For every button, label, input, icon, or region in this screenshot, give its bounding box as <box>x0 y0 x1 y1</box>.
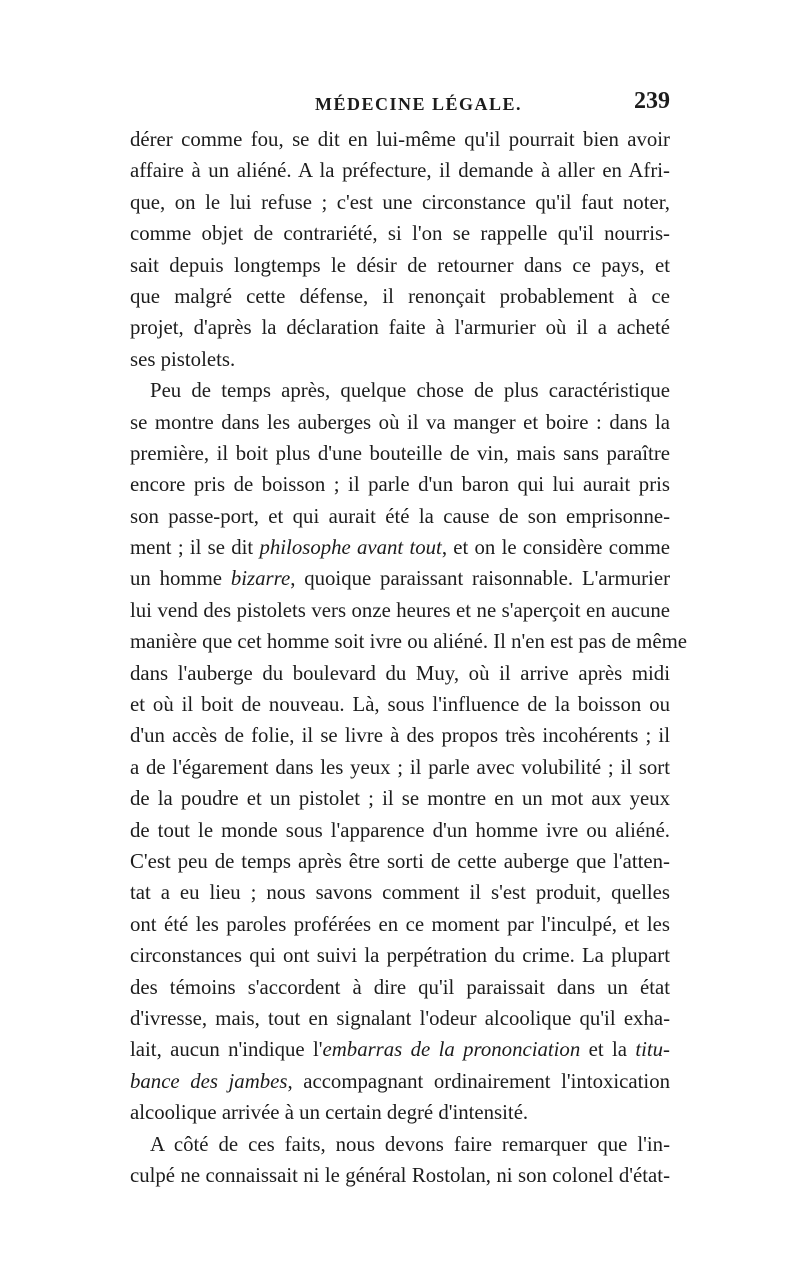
page-header <box>130 88 670 122</box>
text-span: , quoique paraissant raisonnable. L'armurier <box>290 567 670 591</box>
text-line: d'ivresse, mais, tout en signalant l'odeur alcoolique qu'il exha- <box>130 1006 670 1030</box>
italic-span: embarras de la prononciation <box>322 1038 581 1062</box>
text-line <box>130 563 670 594</box>
text-span: ment ; il se dit <box>130 536 260 560</box>
italic-span: titu- <box>635 1038 670 1062</box>
text-line: lui vend des pistolets vers onze heures et ne s'aperçoit en aucune <box>130 598 670 622</box>
text-line: de la poudre et un pistolet ; il se montre en un mot aux yeux <box>130 787 670 811</box>
page-number: 239 <box>634 88 670 114</box>
text-line: des témoins s'accordent à dire qu'il paraissait dans un état <box>130 975 670 999</box>
text-span: , et on le considère comme <box>441 536 670 560</box>
running-title: MÉDECINE LÉGALE. <box>315 94 523 114</box>
text-span: un homme <box>130 567 231 591</box>
text-line: d'un accès de folie, il se livre à des propos très incohérents ; il <box>130 724 670 748</box>
text-line: de tout le monde sous l'apparence d'un homme ivre ou aliéné. <box>130 818 670 842</box>
text-line: que, on le lui refuse ; c'est une circonstance qu'il faut noter, <box>130 190 670 214</box>
text-line: alcoolique arrivée à un certain degré d'intensité. <box>130 1101 529 1125</box>
text-line <box>130 1034 670 1065</box>
text-line: comme objet de contrariété, si l'on se rappelle qu'il nourris- <box>130 222 670 246</box>
text-line: première, il boit plus d'une bouteille de vin, mais sans paraître <box>130 441 670 465</box>
text-line: C'est peu de temps après être sorti de cette auberge que l'atten- <box>130 849 670 873</box>
text-span: lait, aucun n'indique l' <box>130 1038 323 1062</box>
text-line: manière que cet homme soit ivre ou aliéné. Il n'en est pas de même <box>130 630 687 654</box>
text-line: encore pris de boisson ; il parle d'un baron qui lui aurait pris <box>130 473 670 497</box>
text-line: A côté de ces faits, nous devons faire remarquer que l'in- <box>150 1132 670 1156</box>
text-line: que malgré cette défense, il renonçait probablement à ce <box>130 284 670 308</box>
text-line: sait depuis longtemps le désir de retourner dans ce pays, et <box>130 253 670 277</box>
text-line: culpé ne connaissait ni le général Rostolan, ni son colonel d'état- <box>130 1163 670 1187</box>
text-line: et où il boit de nouveau. Là, sous l'influence de la boisson ou <box>130 693 670 717</box>
text-line: projet, d'après la déclaration faite à l'armurier où il a acheté <box>130 316 670 340</box>
text-span: , accompagnant ordinairement l'intoxication <box>287 1069 670 1093</box>
text-line: circonstances qui ont suivi la perpétration du crime. La plupart <box>130 944 670 968</box>
italic-span: bance des jambes <box>130 1069 288 1093</box>
text-line: tat a eu lieu ; nous savons comment il s'est produit, quelles <box>130 881 670 905</box>
text-line: ont été les paroles proférées en ce moment par l'inculpé, et les <box>130 912 670 936</box>
italic-span: bizarre <box>230 567 291 591</box>
text-line: Peu de temps après, quelque chose de plus caractéristique <box>150 379 670 403</box>
text-line: son passe-port, et qui aurait été la cause de son emprisonne- <box>130 504 670 528</box>
text-line <box>130 532 670 563</box>
text-line: ses pistolets. <box>130 347 236 371</box>
text-line: dérer comme fou, se dit en lui-même qu'il pourrait bien avoir <box>130 128 670 151</box>
body-text <box>130 124 687 1191</box>
text-line: dans l'auberge du boulevard du Muy, où il arrive après midi <box>130 661 670 685</box>
text-line: a de l'égarement dans les yeux ; il parle avec volubilité ; il sort <box>130 755 670 779</box>
text-line: affaire à un aliéné. A la préfecture, il demande à aller en Afri- <box>130 159 670 183</box>
text-line: se montre dans les auberges où il va manger et boire : dans la <box>130 410 670 434</box>
italic-span: philosophe avant tout <box>259 536 442 560</box>
text-span: et la <box>580 1038 636 1062</box>
text-line <box>130 1066 670 1097</box>
